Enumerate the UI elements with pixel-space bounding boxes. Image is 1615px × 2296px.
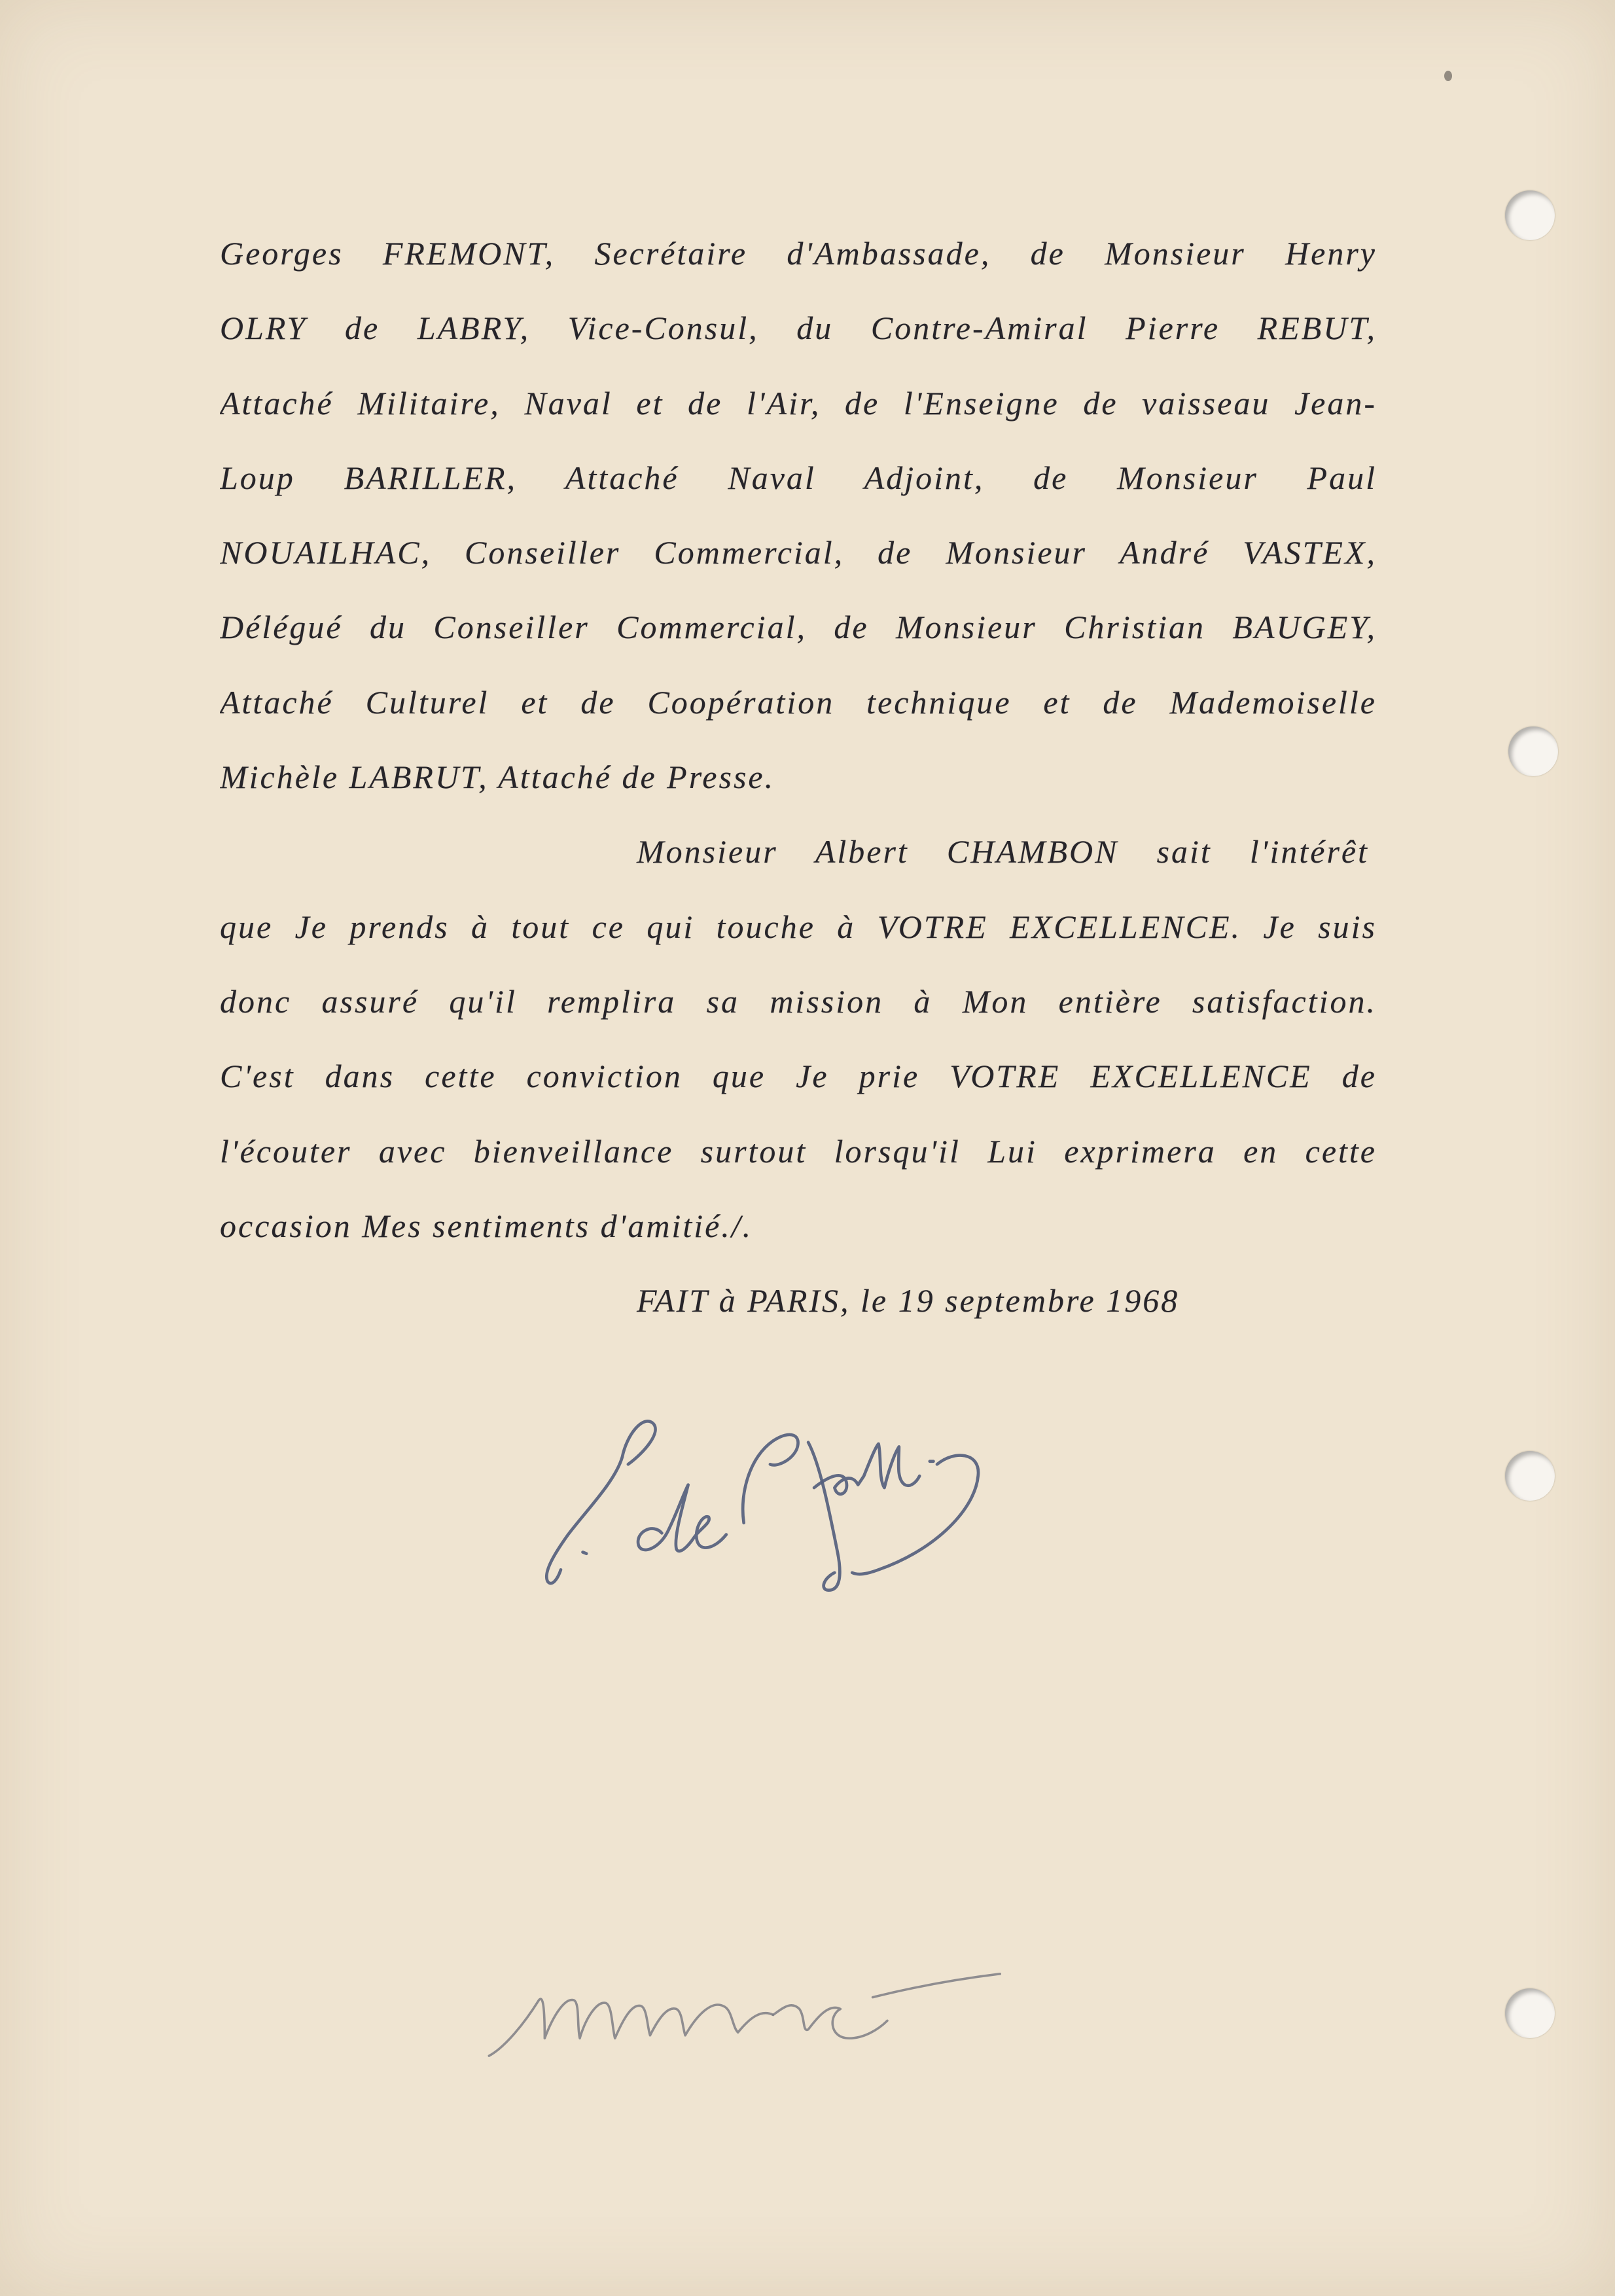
closing-place-date: FAIT à PARIS, le 19 septembre 1968 [637, 1282, 1180, 1319]
letter-line: C'est dans cette conviction que Je prie VOTRE EXCELLENCE de [220, 1058, 1377, 1095]
paragraph [220, 216, 1377, 814]
letter-line: Loup BARILLER, Attaché Naval Adjoint, de Monsieur Paul [220, 459, 1377, 496]
letter-line: l'écouter avec bienveillance surtout lorsqu'il Lui exprimera en cette [220, 1132, 1377, 1170]
letter-line: Attaché Culturel et de Coopération technique et de Mademoiselle [220, 683, 1377, 721]
handwritten-signature-icon [546, 1421, 978, 1590]
punch-hole [1508, 726, 1558, 776]
letter-line: occasion Mes sentiments d'amitié./. [220, 1207, 753, 1244]
punch-hole [1505, 190, 1555, 240]
letter-line: que Je prends à tout ce qui touche à VOTRE EXCELLENCE. Je suis [220, 908, 1377, 945]
letter-line: Georges FREMONT, Secrétaire d'Ambassade, de Monsieur Henry [220, 235, 1377, 272]
ink-speck [1444, 71, 1452, 81]
letter-line: Délégué du Conseiller Commercial, de Monsieur Christian BAUGEY, [220, 609, 1377, 646]
punch-hole [1505, 1451, 1555, 1501]
letter-line: NOUAILHAC, Conseiller Commercial, de Monsieur André VASTEX, [220, 534, 1377, 571]
letter-line: OLRY de LABRY, Vice-Consul, du Contre-Amiral Pierre REBUT, [220, 310, 1377, 347]
letter-body [220, 216, 1377, 1338]
letter-line: Attaché Militaire, Naval et de l'Air, de l'Enseigne de vaisseau Jean- [220, 384, 1377, 422]
letter-line: Monsieur Albert CHAMBON sait l'intérêt [637, 833, 1369, 870]
letter-line: donc assuré qu'il remplira sa mission à Mon entière satisfaction. [220, 982, 1377, 1020]
paragraph [220, 814, 1377, 1263]
letter-line: Michèle LABRUT, Attaché de Presse. [220, 759, 775, 796]
punch-hole [1505, 1988, 1555, 2038]
countersignature-icon [489, 1974, 1000, 2056]
